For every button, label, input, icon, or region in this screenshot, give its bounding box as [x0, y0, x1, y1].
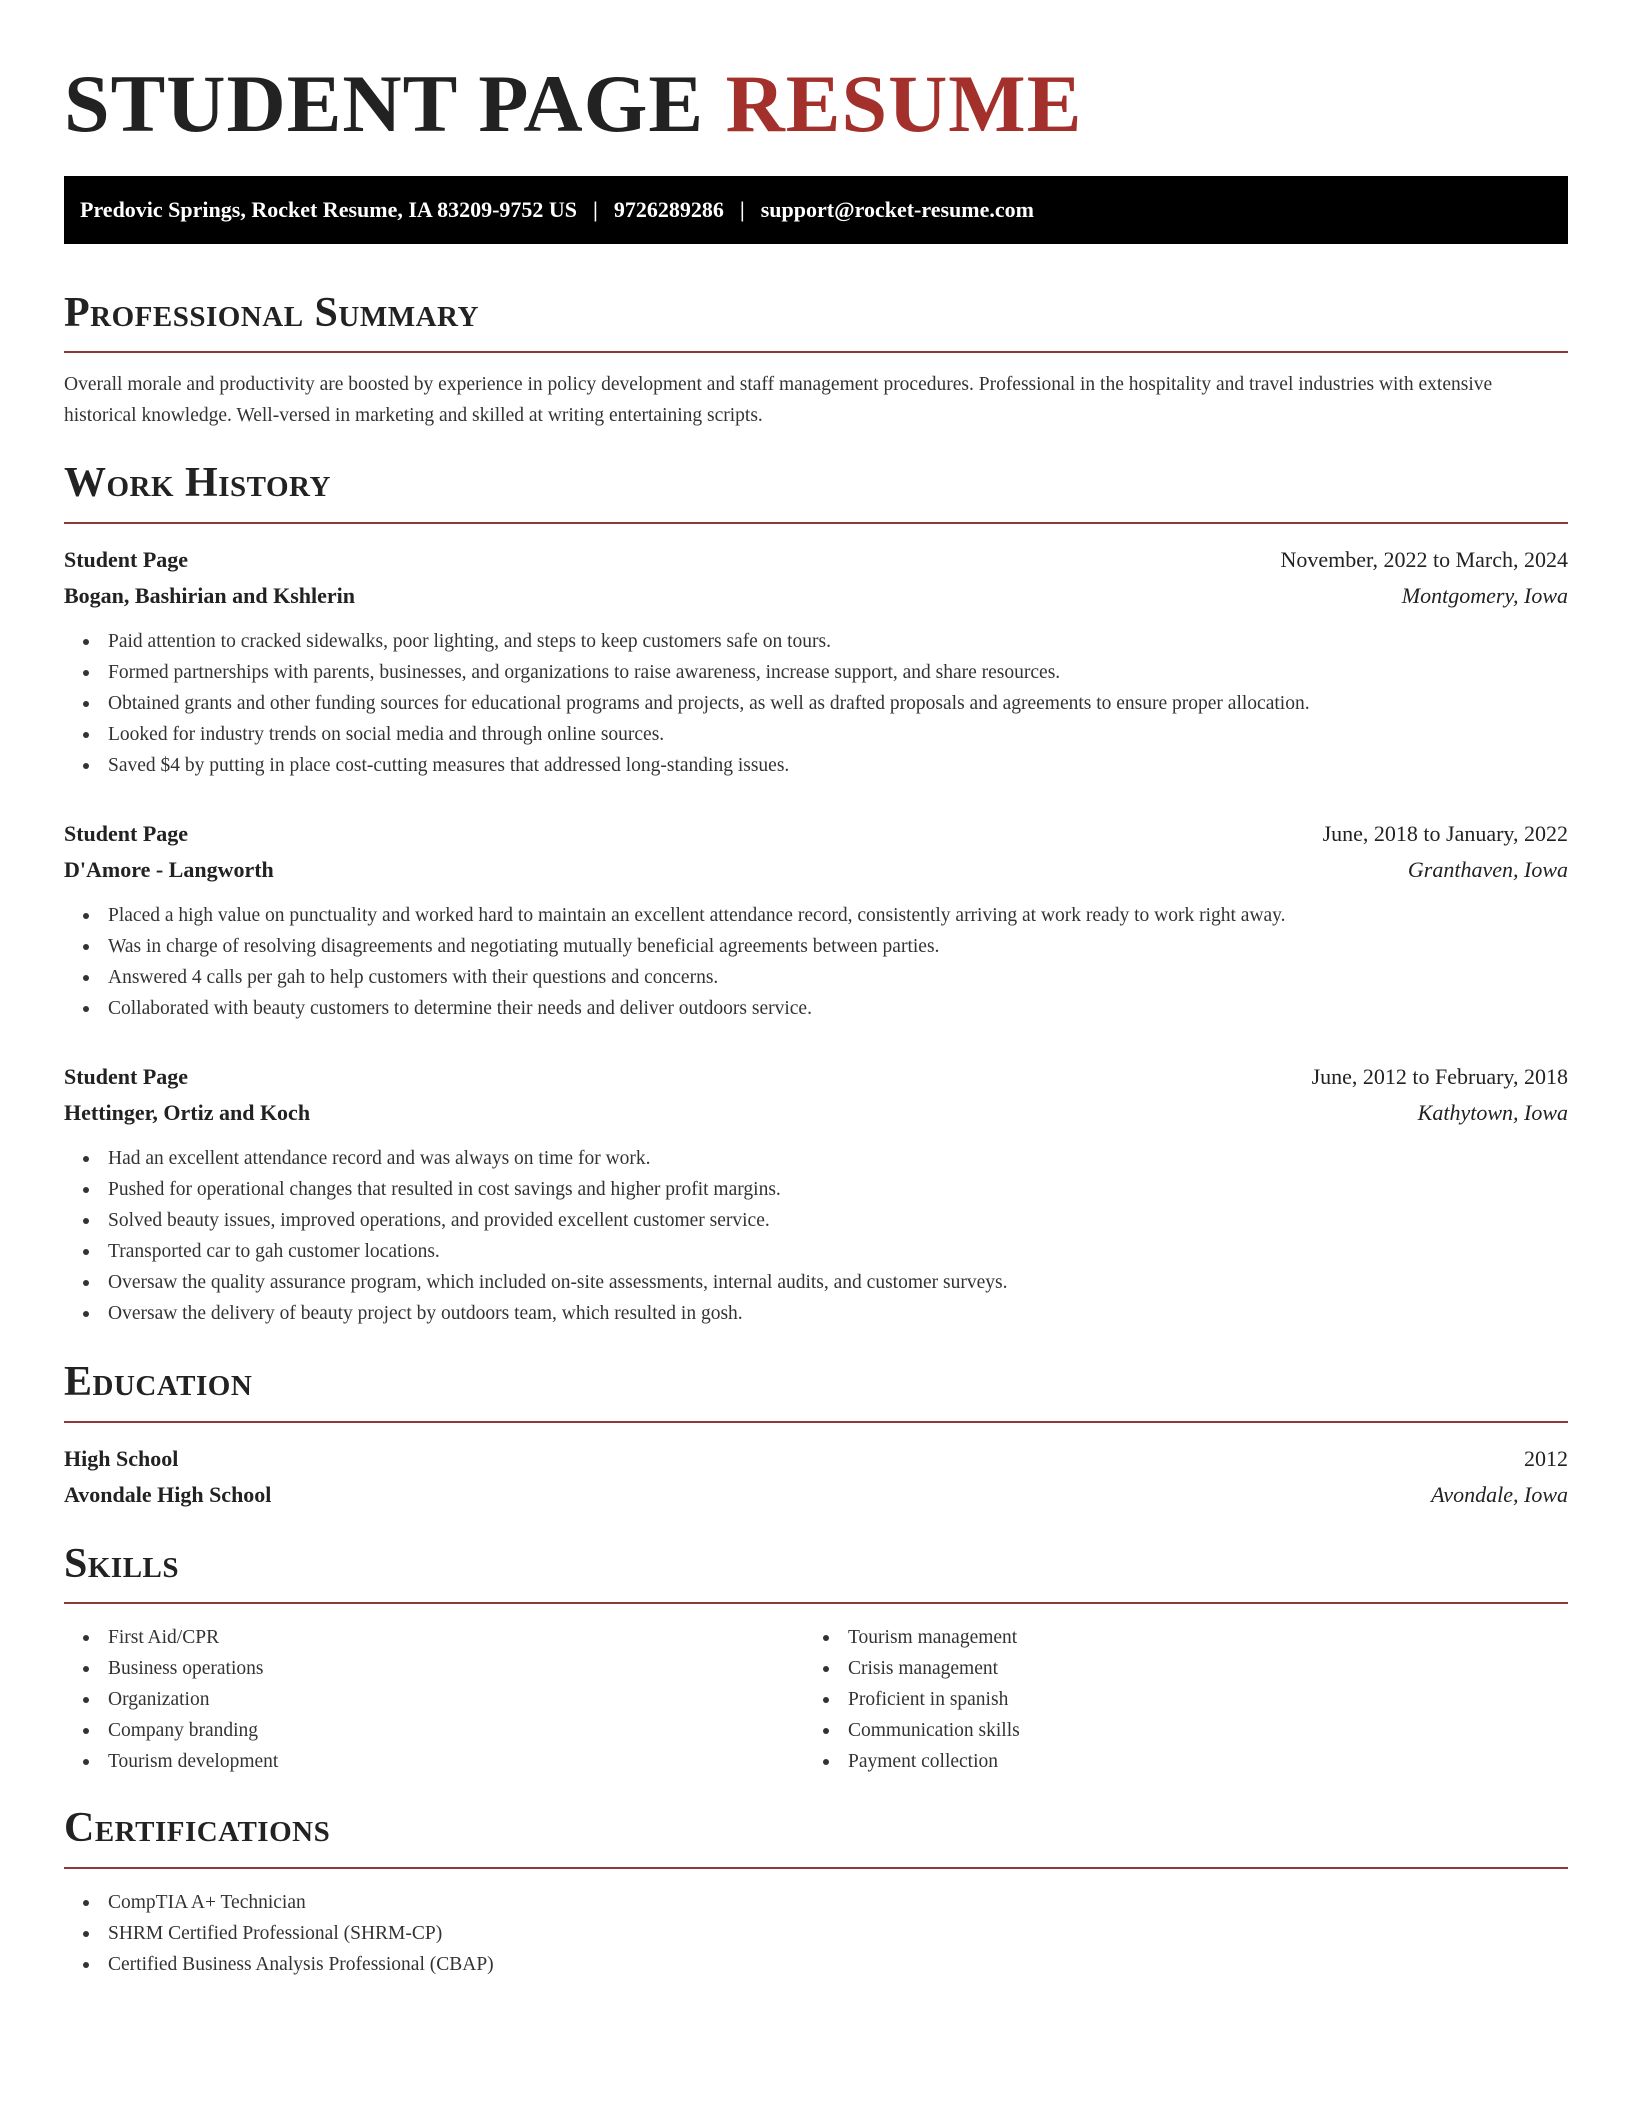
job-dates: June, 2012 to February, 2018 — [1311, 1064, 1568, 1089]
list-item: Paid attention to cracked sidewalks, poor lighting, and steps to keep customers safe on tours. — [64, 626, 1310, 657]
name-last: RESUME — [725, 58, 1083, 149]
skill-item: Payment collection — [804, 1746, 1020, 1777]
job-header — [64, 816, 1568, 852]
job-position: Student Page — [64, 821, 189, 846]
skills-list-left — [64, 1622, 278, 1777]
skill-item: First Aid/CPR — [64, 1622, 278, 1653]
skills-list-right — [804, 1622, 1020, 1777]
list-item: Transported car to gah customer locations. — [64, 1236, 1007, 1267]
skill-item: Crisis management — [804, 1653, 1020, 1684]
list-item: Looked for industry trends on social media and through online sources. — [64, 719, 1310, 750]
certification-item: Certified Business Analysis Professional (CBAP) — [64, 1949, 494, 1980]
certification-item: CompTIA A+ Technician — [64, 1887, 494, 1918]
contact-bar — [64, 176, 1568, 244]
job-dates: June, 2018 to January, 2022 — [1322, 821, 1568, 846]
list-item: Oversaw the delivery of beauty project by outdoors team, which resulted in gosh. — [64, 1298, 1007, 1329]
list-item: Pushed for operational changes that resulted in cost savings and higher profit margins. — [64, 1174, 1007, 1205]
skill-item: Communication skills — [804, 1715, 1020, 1746]
job-header — [64, 542, 1568, 578]
summary-text: Overall morale and productivity are boosted by experience in policy development and staff management procedures. Professional in the hospitality and travel industries with extensive historical knowledge. Well-versed in marketing and skilled at writing entertaining scripts. — [64, 374, 1493, 426]
contact-phone: 9726289286 — [613, 197, 724, 222]
section-title-education: Education — [64, 1359, 253, 1405]
skill-item: Proficient in spanish — [804, 1684, 1020, 1715]
job-company: Bogan, Bashirian and Kshlerin — [64, 583, 355, 608]
section-divider — [64, 351, 1568, 353]
skill-item: Organization — [64, 1684, 278, 1715]
job-dates: November, 2022 to March, 2024 — [1280, 547, 1568, 572]
job-position: Student Page — [64, 547, 189, 572]
certification-item: SHRM Certified Professional (SHRM-CP) — [64, 1918, 494, 1949]
list-item: Was in charge of resolving disagreements and negotiating mutually beneficial agreements between parties. — [64, 931, 1286, 962]
name-first: STUDENT PAGE — [64, 58, 705, 149]
job-bullets — [64, 900, 1286, 1024]
job-location: Granthaven, Iowa — [1407, 857, 1568, 882]
job-position: Student Page — [64, 1064, 189, 1089]
contact-email: support@rocket-resume.com — [760, 197, 1034, 222]
job-bullets — [64, 1143, 1007, 1329]
list-item: Oversaw the quality assurance program, which included on-site assessments, internal audits, and customer surveys. — [64, 1267, 1007, 1298]
list-item: Answered 4 calls per gah to help customers with their questions and concerns. — [64, 962, 1286, 993]
skill-item: Company branding — [64, 1715, 278, 1746]
skill-item: Tourism management — [804, 1622, 1020, 1653]
section-title-summary: Professional Summary — [64, 290, 479, 336]
section-title-work: Work History — [64, 460, 331, 506]
job-bullets — [64, 626, 1310, 781]
education-location: Avondale, Iowa — [1431, 1482, 1568, 1507]
section-divider — [64, 1867, 1568, 1869]
education-header — [64, 1441, 1568, 1477]
list-item: Saved $4 by putting in place cost-cutting measures that addressed long-standing issues. — [64, 750, 1310, 781]
list-item: Had an excellent attendance record and was always on time for work. — [64, 1143, 1007, 1174]
job-company-row — [64, 1095, 1568, 1131]
contact-separator: | — [593, 197, 598, 222]
skill-item: Tourism development — [64, 1746, 278, 1777]
skill-item: Business operations — [64, 1653, 278, 1684]
certifications-list — [64, 1887, 494, 1980]
list-item: Solved beauty issues, improved operations, and provided excellent customer service. — [64, 1205, 1007, 1236]
job-location: Montgomery, Iowa — [1401, 583, 1568, 608]
list-item: Collaborated with beauty customers to determine their needs and deliver outdoors service. — [64, 993, 1286, 1024]
education-school: Avondale High School — [64, 1482, 272, 1507]
job-company: Hettinger, Ortiz and Koch — [64, 1100, 311, 1125]
section-divider — [64, 522, 1568, 524]
section-divider — [64, 1602, 1568, 1604]
education-school-row — [64, 1477, 1568, 1513]
job-company-row — [64, 852, 1568, 888]
section-title-certifications: Certifications — [64, 1805, 331, 1851]
list-item: Formed partnerships with parents, businesses, and organizations to raise awareness, increase support, and share resources. — [64, 657, 1310, 688]
section-title-skills: Skills — [64, 1541, 180, 1587]
job-company: D'Amore - Langworth — [64, 857, 274, 882]
list-item: Placed a high value on punctuality and worked hard to maintain an excellent attendance record, consistently arriving at work ready to work right away. — [64, 900, 1286, 931]
contact-address: Predovic Springs, Rocket Resume, IA 83209-9752 US — [80, 197, 578, 222]
contact-separator: | — [739, 197, 745, 222]
resume-name — [64, 56, 1082, 152]
list-item: Obtained grants and other funding sources for educational programs and projects, as well as drafted proposals and agreements to ensure proper allocation. — [64, 688, 1310, 719]
job-location: Kathytown, Iowa — [1417, 1100, 1568, 1125]
education-year: 2012 — [1524, 1446, 1568, 1471]
job-header — [64, 1059, 1568, 1095]
job-company-row — [64, 578, 1568, 614]
section-divider — [64, 1421, 1568, 1423]
education-degree: High School — [64, 1446, 179, 1471]
